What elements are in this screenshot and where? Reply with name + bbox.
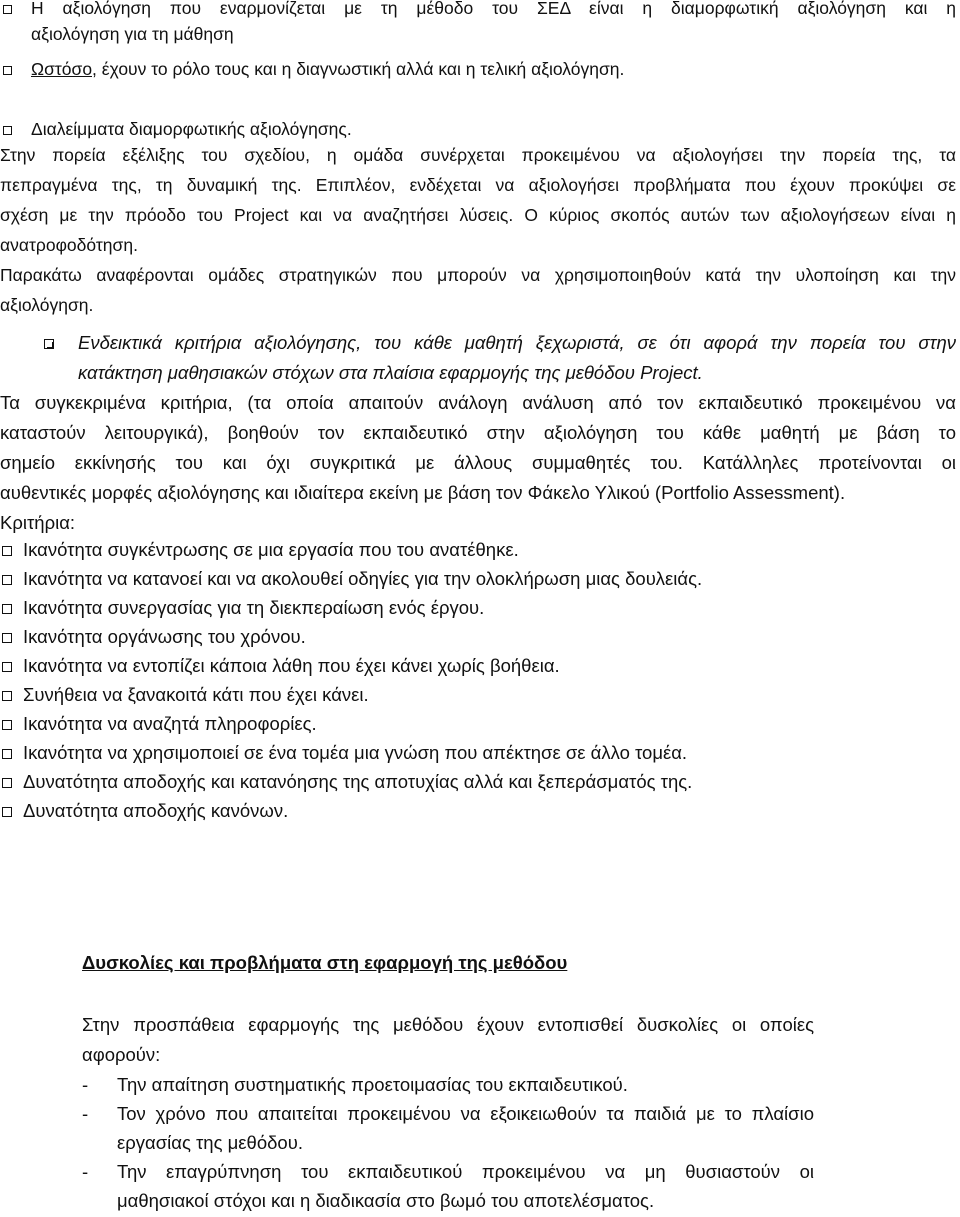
bullet-item xyxy=(0,56,960,82)
criteria-text: Ικανότητα συγκέντρωσης σε μια εργασία που του ανατέθηκε. xyxy=(23,539,519,560)
paragraph-line: αξιολόγηση. xyxy=(0,295,94,315)
bullet-item xyxy=(0,0,960,47)
criteria-header-line2: κατάκτηση μαθησιακών στόχων στα πλαίσια εφαρμογής της μεθόδου Project. xyxy=(78,362,703,383)
criteria-text: Ικανότητα να κατανοεί και να ακολουθεί οδηγίες για την ολοκλήρωση μιας δουλειάς. xyxy=(23,568,703,589)
checkbox-bullet-icon xyxy=(3,5,12,14)
criteria-text: Δυνατότητα αποδοχής κανόνων. xyxy=(23,800,289,821)
difficulty-text-line1: Την επαγρύπνηση του εκπαιδευτικού προκειμένου να μη θυσιαστούν οι xyxy=(117,1161,814,1182)
criteria-text: Ικανότητα συνεργασίας για τη διεκπεραίωση ενός έργου. xyxy=(23,597,485,618)
criteria-header-line1: Ενδεικτικά κριτήρια αξιολόγησης, του κάθε μαθητή ξεχωριστά, σε ότι αφορά την πορεία του στην xyxy=(78,332,956,353)
difficulty-text-line2: εργασίας της μεθόδου. xyxy=(117,1132,303,1153)
paragraph-line: Τα συγκεκριμένα κριτήρια, (τα οποία απαιτούν ανάλογη ανάλυση από τον εκπαιδευτικό προκειμένου να xyxy=(0,392,956,413)
paragraph-line: Κριτήρια: xyxy=(0,512,76,533)
criteria-text: Ικανότητα να αναζητά πληροφορίες. xyxy=(23,713,317,734)
dash-marker: - xyxy=(82,1161,89,1182)
bullet-rest: έχουν το ρόλο τους και η διαγνωστική αλλά και η τελική αξιολόγηση. xyxy=(96,59,625,79)
paragraph-line: καταστούν λειτουργικά), βοηθούν τον εκπαιδευτικό στην αξιολόγηση του κάθε μαθητή με βάση το xyxy=(0,422,956,443)
checkbox-bullet-icon xyxy=(2,546,12,556)
paragraph-line: αυθεντικές μορφές αξιολόγησης και ιδιαίτερα εκείνη με βάση τον Φάκελο Υλικού (Portfolio Assessment). xyxy=(0,482,846,503)
bullet-text-line1: Η αξιολόγηση που εναρμονίζεται με τη μέθοδο του ΣΕΔ είναι η διαμορφωτική αξιολόγηση και η xyxy=(31,0,956,18)
criteria-text: Ικανότητα να χρησιμοποιεί σε ένα τομέα μια γνώση που απέκτησε σε άλλο τομέα. xyxy=(23,742,688,763)
criteria-text: Συνήθεια να ξανακοιτά κάτι που έχει κάνει. xyxy=(23,684,369,705)
paragraph-line: σημείο εκκίνησής του και όχι συγκριτικά με άλλους συμμαθητές του. Κατάλληλες προτείνονται οι xyxy=(0,452,956,473)
checkbox-bullet-icon xyxy=(2,633,12,643)
bullet-text xyxy=(31,56,960,82)
section-intro xyxy=(82,1010,814,1070)
paragraph-line: ανατροφοδότηση. xyxy=(0,235,138,255)
underlined-word: Ωστόσο, xyxy=(31,59,97,79)
checkbox-bullet-icon xyxy=(2,807,12,817)
difficulty-text-line1: Τον χρόνο που απαιτείται προκειμένου να εξοικειωθούν τα παιδιά με το πλαίσιο xyxy=(117,1103,814,1124)
difficulty-item xyxy=(82,1099,814,1159)
checkbox-bullet-icon xyxy=(3,66,12,75)
paragraph-line: Στην πορεία εξέλιξης του σχεδίου, η ομάδα συνέρχεται προκειμένου να αξιολογήσει την πορεία της, τα xyxy=(0,145,956,165)
paragraph-line: Παρακάτω αναφέρονται ομάδες στρατηγικών που μπορούν να χρησιμοποιηθούν κατά την υλοποίηση και την xyxy=(0,265,956,285)
checkbox-bullet-icon xyxy=(2,778,12,788)
criteria-text: Δυνατότητα αποδοχής και κατανόησης της αποτυχίας αλλά και ξεπεράσματός της. xyxy=(23,771,693,792)
criteria-text: Ικανότητα οργάνωσης του χρόνου. xyxy=(23,626,306,647)
intro-line2: αφορούν: xyxy=(82,1044,161,1065)
bullet-item xyxy=(0,116,960,142)
section-title: Δυσκολίες και προβλήματα στη εφαρμογή της μεθόδου xyxy=(82,952,568,973)
criteria-text: Ικανότητα να εντοπίζει κάποια λάθη που έχει κάνει χωρίς βοήθεια. xyxy=(23,655,560,676)
bullet-text: Διαλείμματα διαμορφωτικής αξιολόγησης. xyxy=(31,119,352,139)
intro-line1: Στην προσπάθεια εφαρμογής της μεθόδου έχουν εντοπισθεί δυσκολίες οι οποίες xyxy=(82,1014,814,1035)
dash-marker: - xyxy=(82,1074,89,1095)
paragraph-line: σχέση με την πρόοδο του Project και να αναζητήσει λύσεις. Ο κύριος σκοπός αυτών των αξιολογήσεων είναι η xyxy=(0,205,956,225)
bullet-text-line2: αξιολόγηση για τη μάθηση xyxy=(31,24,234,44)
checkbox-bullet-icon xyxy=(44,339,54,349)
difficulty-text: Την απαίτηση συστηματικής προετοιμασίας του εκπαιδευτικού. xyxy=(117,1074,628,1095)
checkbox-bullet-icon xyxy=(2,749,12,759)
difficulty-text-line2: μαθησιακοί στόχοι και η διαδικασία στο βωμό του αποτελέσματος. xyxy=(117,1190,655,1211)
difficulty-item xyxy=(82,1157,814,1217)
checkbox-bullet-icon xyxy=(2,720,12,730)
checkbox-bullet-icon xyxy=(2,662,12,672)
difficulty-item xyxy=(82,1070,814,1100)
paragraph-line: πεπραγμένα της, τη δυναμική της. Επιπλέον, ενδέχεται να αξιολογήσει προβλήματα που έχουν προκύψει σε xyxy=(0,175,956,195)
checkbox-bullet-icon xyxy=(2,575,12,585)
checkbox-bullet-icon xyxy=(3,126,12,135)
checkbox-bullet-icon xyxy=(2,604,12,614)
dash-marker: - xyxy=(82,1103,89,1124)
checkbox-bullet-icon xyxy=(2,691,12,701)
